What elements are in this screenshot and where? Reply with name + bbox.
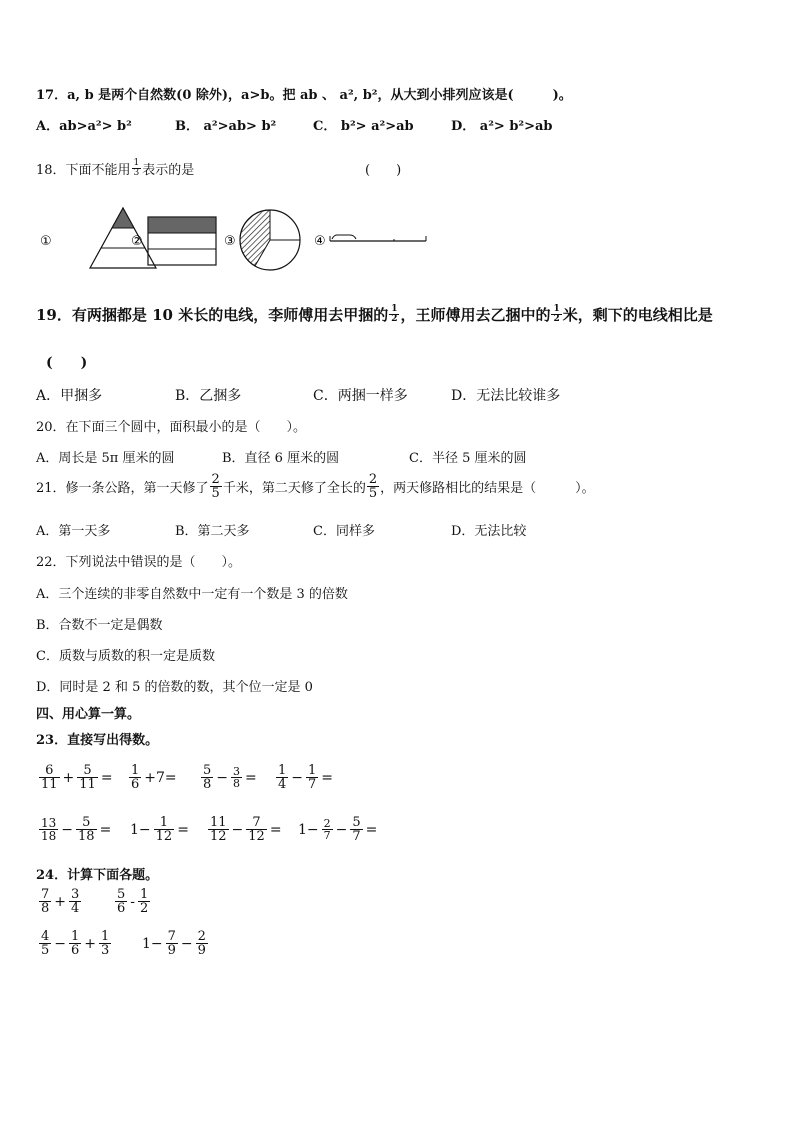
fraction-numerator: 1 <box>154 816 175 830</box>
q21-stem <box>36 473 595 500</box>
q22-stem: 22．下列说法中错误的是（ ）。 <box>36 555 242 570</box>
fraction-numerator: 13 <box>41 816 57 830</box>
q21-stem-part-b: 千米，第二天修了全长的 <box>222 481 366 496</box>
q23-expr-4 <box>275 764 335 791</box>
q23-expr-3 <box>200 764 259 791</box>
fraction-numerator: 3 <box>233 765 241 778</box>
fraction-numerator: 7 <box>246 816 267 830</box>
fraction-numerator: 7 <box>41 887 50 902</box>
fraction-denominator: 4 <box>278 777 287 792</box>
equals-sign: = <box>245 769 257 786</box>
q21-stem-part-a: 21．修一条公路，第一天修了 <box>36 481 209 496</box>
fraction-denominator: 4 <box>71 901 80 916</box>
q22-option-a[interactable]: A．三个连续的非零自然数中一定有一个数是 3 的倍数 <box>36 587 348 602</box>
q21-stem-part-c: ，两天修路相比的结果是（ ）。 <box>380 481 595 496</box>
figure-3-circle[interactable] <box>224 210 300 270</box>
q21-option-c[interactable]: C．同样多 <box>313 524 375 539</box>
q18-stem-prefix: 18．下面不能用 <box>36 163 131 178</box>
figure-4-segment[interactable] <box>314 234 426 249</box>
fraction-denominator: 6 <box>131 777 140 792</box>
q21-fraction-2-numerator: 2 <box>368 472 378 487</box>
operator: + <box>84 935 97 952</box>
leading-term: 1− <box>298 821 319 838</box>
equals-sign: = <box>99 821 112 838</box>
fraction-numerator: 3 <box>71 887 80 902</box>
q23-expr-8 <box>296 816 379 843</box>
q18-stem <box>36 159 194 178</box>
fraction-numerator: 1 <box>140 887 149 902</box>
fraction-denominator: 12 <box>155 829 173 844</box>
q19-option-a[interactable]: A．甲捆多 <box>36 388 103 404</box>
fraction-numerator: 5 <box>76 816 97 830</box>
q23-expr-2 <box>128 764 179 791</box>
fraction-numerator: 11 <box>210 815 227 830</box>
q18-fraction-denominator: 3 <box>133 168 140 178</box>
fraction-denominator: 3 <box>101 943 110 958</box>
q23-expr-1 <box>38 764 115 791</box>
q19-fraction-2-denominator: 2 <box>553 314 560 324</box>
operator: − <box>54 935 67 952</box>
q23-expr-5 <box>38 816 113 843</box>
operator: − <box>335 821 348 838</box>
q24-stem: 24．计算下面各题。 <box>36 868 159 883</box>
operator: − <box>180 935 193 952</box>
q19-option-c[interactable]: C．两捆一样多 <box>313 388 408 404</box>
q20-stem: 20．在下面三个圆中，面积最小的是（ ）。 <box>36 420 307 435</box>
operator: - <box>130 893 136 910</box>
fraction-numerator: 5 <box>203 763 212 778</box>
fraction-denominator: 11 <box>79 777 96 792</box>
operator: − <box>61 821 74 838</box>
fraction-numerator: 2 <box>197 929 206 944</box>
fraction-numerator: 7 <box>167 929 176 944</box>
q23-expr-7 <box>207 816 284 843</box>
q19-stem-part-c: 米，剩下的电线相比是 <box>562 306 713 324</box>
q21-fraction-1-denominator: 5 <box>211 486 220 501</box>
q19-stem <box>36 304 713 325</box>
equals-sign: = <box>177 821 189 838</box>
q21-option-d[interactable]: D．无法比较 <box>451 524 527 539</box>
fraction-numerator: 1 <box>131 763 140 778</box>
figure-4-label: ④ <box>314 234 326 249</box>
q24-expr-1 <box>38 888 82 915</box>
fraction-numerator: 2 <box>323 817 331 830</box>
fraction-denominator: 18 <box>41 829 57 843</box>
q21-option-a[interactable]: A．第一天多 <box>36 524 111 539</box>
q18-fraction-numerator: 1 <box>133 158 140 168</box>
q17-option-b[interactable]: B． a²>ab> b² <box>175 119 277 134</box>
q20-option-c[interactable]: C．半径 5 厘米的圆 <box>409 451 527 466</box>
equals-sign: = <box>365 821 378 838</box>
fraction-denominator: 2 <box>140 901 149 916</box>
fraction-denominator: 9 <box>167 943 176 958</box>
q18-fraction <box>132 159 142 178</box>
fraction-denominator: 9 <box>197 943 206 958</box>
q19-option-b[interactable]: B．乙捆多 <box>175 388 242 404</box>
fraction-denominator: 8 <box>233 777 241 790</box>
fraction-denominator: 7 <box>308 777 317 792</box>
q21-fraction-2 <box>367 473 379 500</box>
equals-sign: = <box>100 769 113 786</box>
q21-fraction-1-numerator: 2 <box>211 472 220 487</box>
figure-1-label: ① <box>40 234 52 249</box>
fraction-denominator: 8 <box>41 901 50 916</box>
fraction-denominator: 6 <box>117 901 126 916</box>
q18-figures <box>30 200 440 280</box>
q17-option-c[interactable]: C． b²> a²>ab <box>313 119 414 134</box>
q17-stem: 17．a, b 是两个自然数(0 除外)，a>b。把 ab 、 a², b²，从大到小排列应该是( )。 <box>36 88 572 103</box>
fraction-denominator: 12 <box>210 829 227 844</box>
fraction-numerator: 4 <box>41 929 50 944</box>
fraction-numerator: 1 <box>71 929 80 944</box>
figure-2-label: ② <box>131 234 143 249</box>
q19-fraction-2 <box>551 305 561 324</box>
operator: + <box>62 769 75 786</box>
operator: − <box>231 821 244 838</box>
fraction-numerator: 1 <box>308 763 317 778</box>
fraction-numerator: 1 <box>278 763 287 778</box>
q19-stem-part-b: ，王师傅用去乙捆中的 <box>400 306 551 324</box>
q18-stem-suffix: 表示的是 <box>142 163 195 178</box>
figure-2-rectangle[interactable] <box>131 217 216 265</box>
fraction-numerator: 1 <box>101 929 110 944</box>
q19-option-d[interactable]: D．无法比较谁多 <box>451 388 561 404</box>
q20-option-a[interactable]: A．周长是 5π 厘米的圆 <box>36 451 175 466</box>
q17-option-a[interactable]: A．ab>a²> b² <box>36 119 132 134</box>
q23-stem: 23．直接写出得数。 <box>36 733 159 748</box>
section-heading: 四、用心算一算。 <box>36 707 141 722</box>
fraction-denominator: 5 <box>41 943 50 958</box>
operator-and-equals: +7= <box>144 769 177 786</box>
fraction-numerator: 5 <box>117 887 126 902</box>
q19-fraction-1-denominator: 2 <box>391 314 398 324</box>
fraction-denominator: 7 <box>323 829 331 842</box>
q22-option-b[interactable]: B．合数不一定是偶数 <box>36 618 163 633</box>
q21-fraction-2-denominator: 5 <box>368 486 378 501</box>
q24-expr-2 <box>114 888 151 915</box>
q21-fraction-1 <box>210 473 222 500</box>
q20-option-b[interactable]: B．直径 6 厘米的圆 <box>222 451 340 466</box>
fraction-denominator: 7 <box>352 829 361 844</box>
equals-sign: = <box>321 769 334 786</box>
leading-term: 1− <box>130 821 151 838</box>
fraction-denominator: 11 <box>41 777 58 792</box>
q22-option-d[interactable]: D．同时是 2 和 5 的倍数的数，其个位一定是 0 <box>36 680 313 695</box>
fraction-denominator: 8 <box>203 777 212 792</box>
q19-fraction-1 <box>389 305 399 324</box>
q22-option-c[interactable]: C．质数与质数的积一定是质数 <box>36 649 215 664</box>
operator: − <box>291 769 304 786</box>
q23-expr-6 <box>128 816 191 843</box>
operator: + <box>54 893 67 910</box>
figure-3-label: ③ <box>224 234 236 249</box>
leading-term: 1− <box>142 935 163 952</box>
operator: − <box>216 769 229 786</box>
q24-expr-4 <box>140 930 209 957</box>
fraction-numerator: 5 <box>77 764 98 778</box>
fraction-denominator: 18 <box>78 829 95 844</box>
q17-option-d[interactable]: D． a²> b²>ab <box>451 119 553 134</box>
q19-answer-paren[interactable]: ( ) <box>46 355 88 371</box>
q21-option-b[interactable]: B．第二天多 <box>175 524 250 539</box>
fraction-numerator: 6 <box>39 764 60 778</box>
fraction-denominator: 6 <box>71 943 80 958</box>
q19-fraction-2-numerator: 1 <box>553 304 560 314</box>
q18-answer-paren[interactable]: ( ) <box>365 163 402 178</box>
q19-stem-part-a: 19．有两捆都是 10 米长的电线，李师傅用去甲捆的 <box>36 306 389 324</box>
q24-expr-3 <box>38 930 112 957</box>
equals-sign: = <box>269 821 282 838</box>
fraction-numerator: 5 <box>352 815 361 830</box>
q19-fraction-1-numerator: 1 <box>391 304 398 314</box>
fraction-denominator: 12 <box>248 829 265 844</box>
